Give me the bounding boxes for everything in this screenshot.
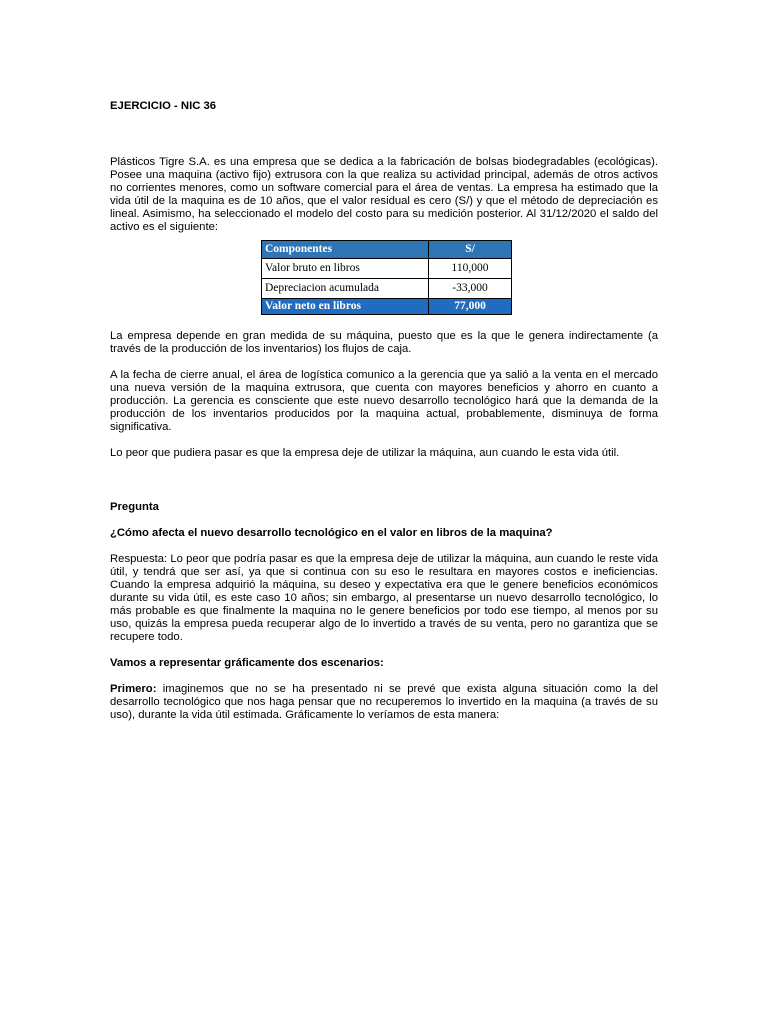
document-content <box>110 100 658 722</box>
page-title: EJERCICIO - NIC 36 <box>110 100 217 112</box>
first-scenario-text: imaginemos que no se ha presentado ni se prevé que exista alguna situación como la del desarrollo tecnológico que nos haga pensar que no recuperemos lo invertido en la maquina (a través de su uso), durante la vida útil estimada. Gráficamente lo veríamos de esta manera: <box>110 683 658 721</box>
scenarios-heading: Vamos a representar gráficamente dos escenarios: <box>110 657 384 669</box>
table-header-currency: S/ <box>429 241 512 259</box>
asset-balance-table <box>261 240 512 315</box>
worst-case-paragraph: Lo peor que pudiera pasar es que la empresa deje de utilizar la máquina, aun cuando le esta vida útil. <box>110 447 620 459</box>
table-row <box>262 259 512 279</box>
intro-paragraph: Plásticos Tigre S.A. es una empresa que se dedica a la fabricación de bolsas biodegradables (ecológicas). Posee una maquina (activo fijo) extrusora con la que realiza su actividad principal, además de otros activos no corrientes menores, como un software comercial para el área de ventas. La empresa ha estimado que la vida útil de la maquina es de 10 años, que el valor residual es cero (S/) y que el método de depreciación es lineal. Asimismo, ha seleccionado el modelo del costo para su medición posterior. Al 31/12/2020 el saldo del activo es el siguiente: <box>110 156 658 233</box>
table-row <box>262 279 512 299</box>
table-header-row <box>262 241 512 259</box>
logistics-paragraph: A la fecha de cierre anual, el área de logística comunico a la gerencia que ya salió a la venta en el mercado una nueva versión de la maquina extrusora, que cuenta con mayores beneficios y ahorro en cuanto a producción. La gerencia es consciente que este nuevo desarrollo tecnológico hará que la demanda de la producción de los inventarios producidos por la maquina actual, probablemente, disminuya de forma significativa. <box>110 369 658 433</box>
table-total-value: 77,000 <box>429 299 512 315</box>
table-row-label: Valor bruto en libros <box>262 259 429 279</box>
question-text: ¿Cómo afecta el nuevo desarrollo tecnológico en el valor en libros de la maquina? <box>110 527 553 539</box>
table-row-label: Depreciacion acumulada <box>262 279 429 299</box>
table-row-value: 110,000 <box>429 259 512 279</box>
table-header-component: Componentes <box>262 241 429 259</box>
answer-paragraph: Respuesta: Lo peor que podría pasar es que la empresa deje de utilizar la máquina, aun cuando le reste vida útil, y tendrá que ser así, ya que si continua con su eso le resultara en mayores costos e ineficiencias. Cuando la empresa adquirió la máquina, su deseo y expectativa era que le genere beneficios económicos durante su vida útil, es este caso 10 años; sin embargo, al presentarse un nuevo desarrollo tecnológico, lo más probable es que finalmente la maquina no le genere beneficios por todo ese tiempo, al menos por su uso, quizás la empresa pueda recuperar algo de lo invertido a través de su venta, pero no garantiza que se recupere todo. <box>110 553 658 643</box>
table-total-label: Valor neto en libros <box>262 299 429 315</box>
asset-table-wrapper <box>261 240 658 315</box>
first-scenario-paragraph <box>110 683 658 722</box>
dependency-paragraph: La empresa depende en gran medida de su máquina, puesto que es la que le genera indirectamente (a través de la producción de los inventarios) los flujos de caja. <box>110 330 658 355</box>
question-heading: Pregunta <box>110 501 159 513</box>
first-scenario-label: Primero: <box>110 683 157 695</box>
table-total-row <box>262 299 512 315</box>
table-row-value: -33,000 <box>429 279 512 299</box>
